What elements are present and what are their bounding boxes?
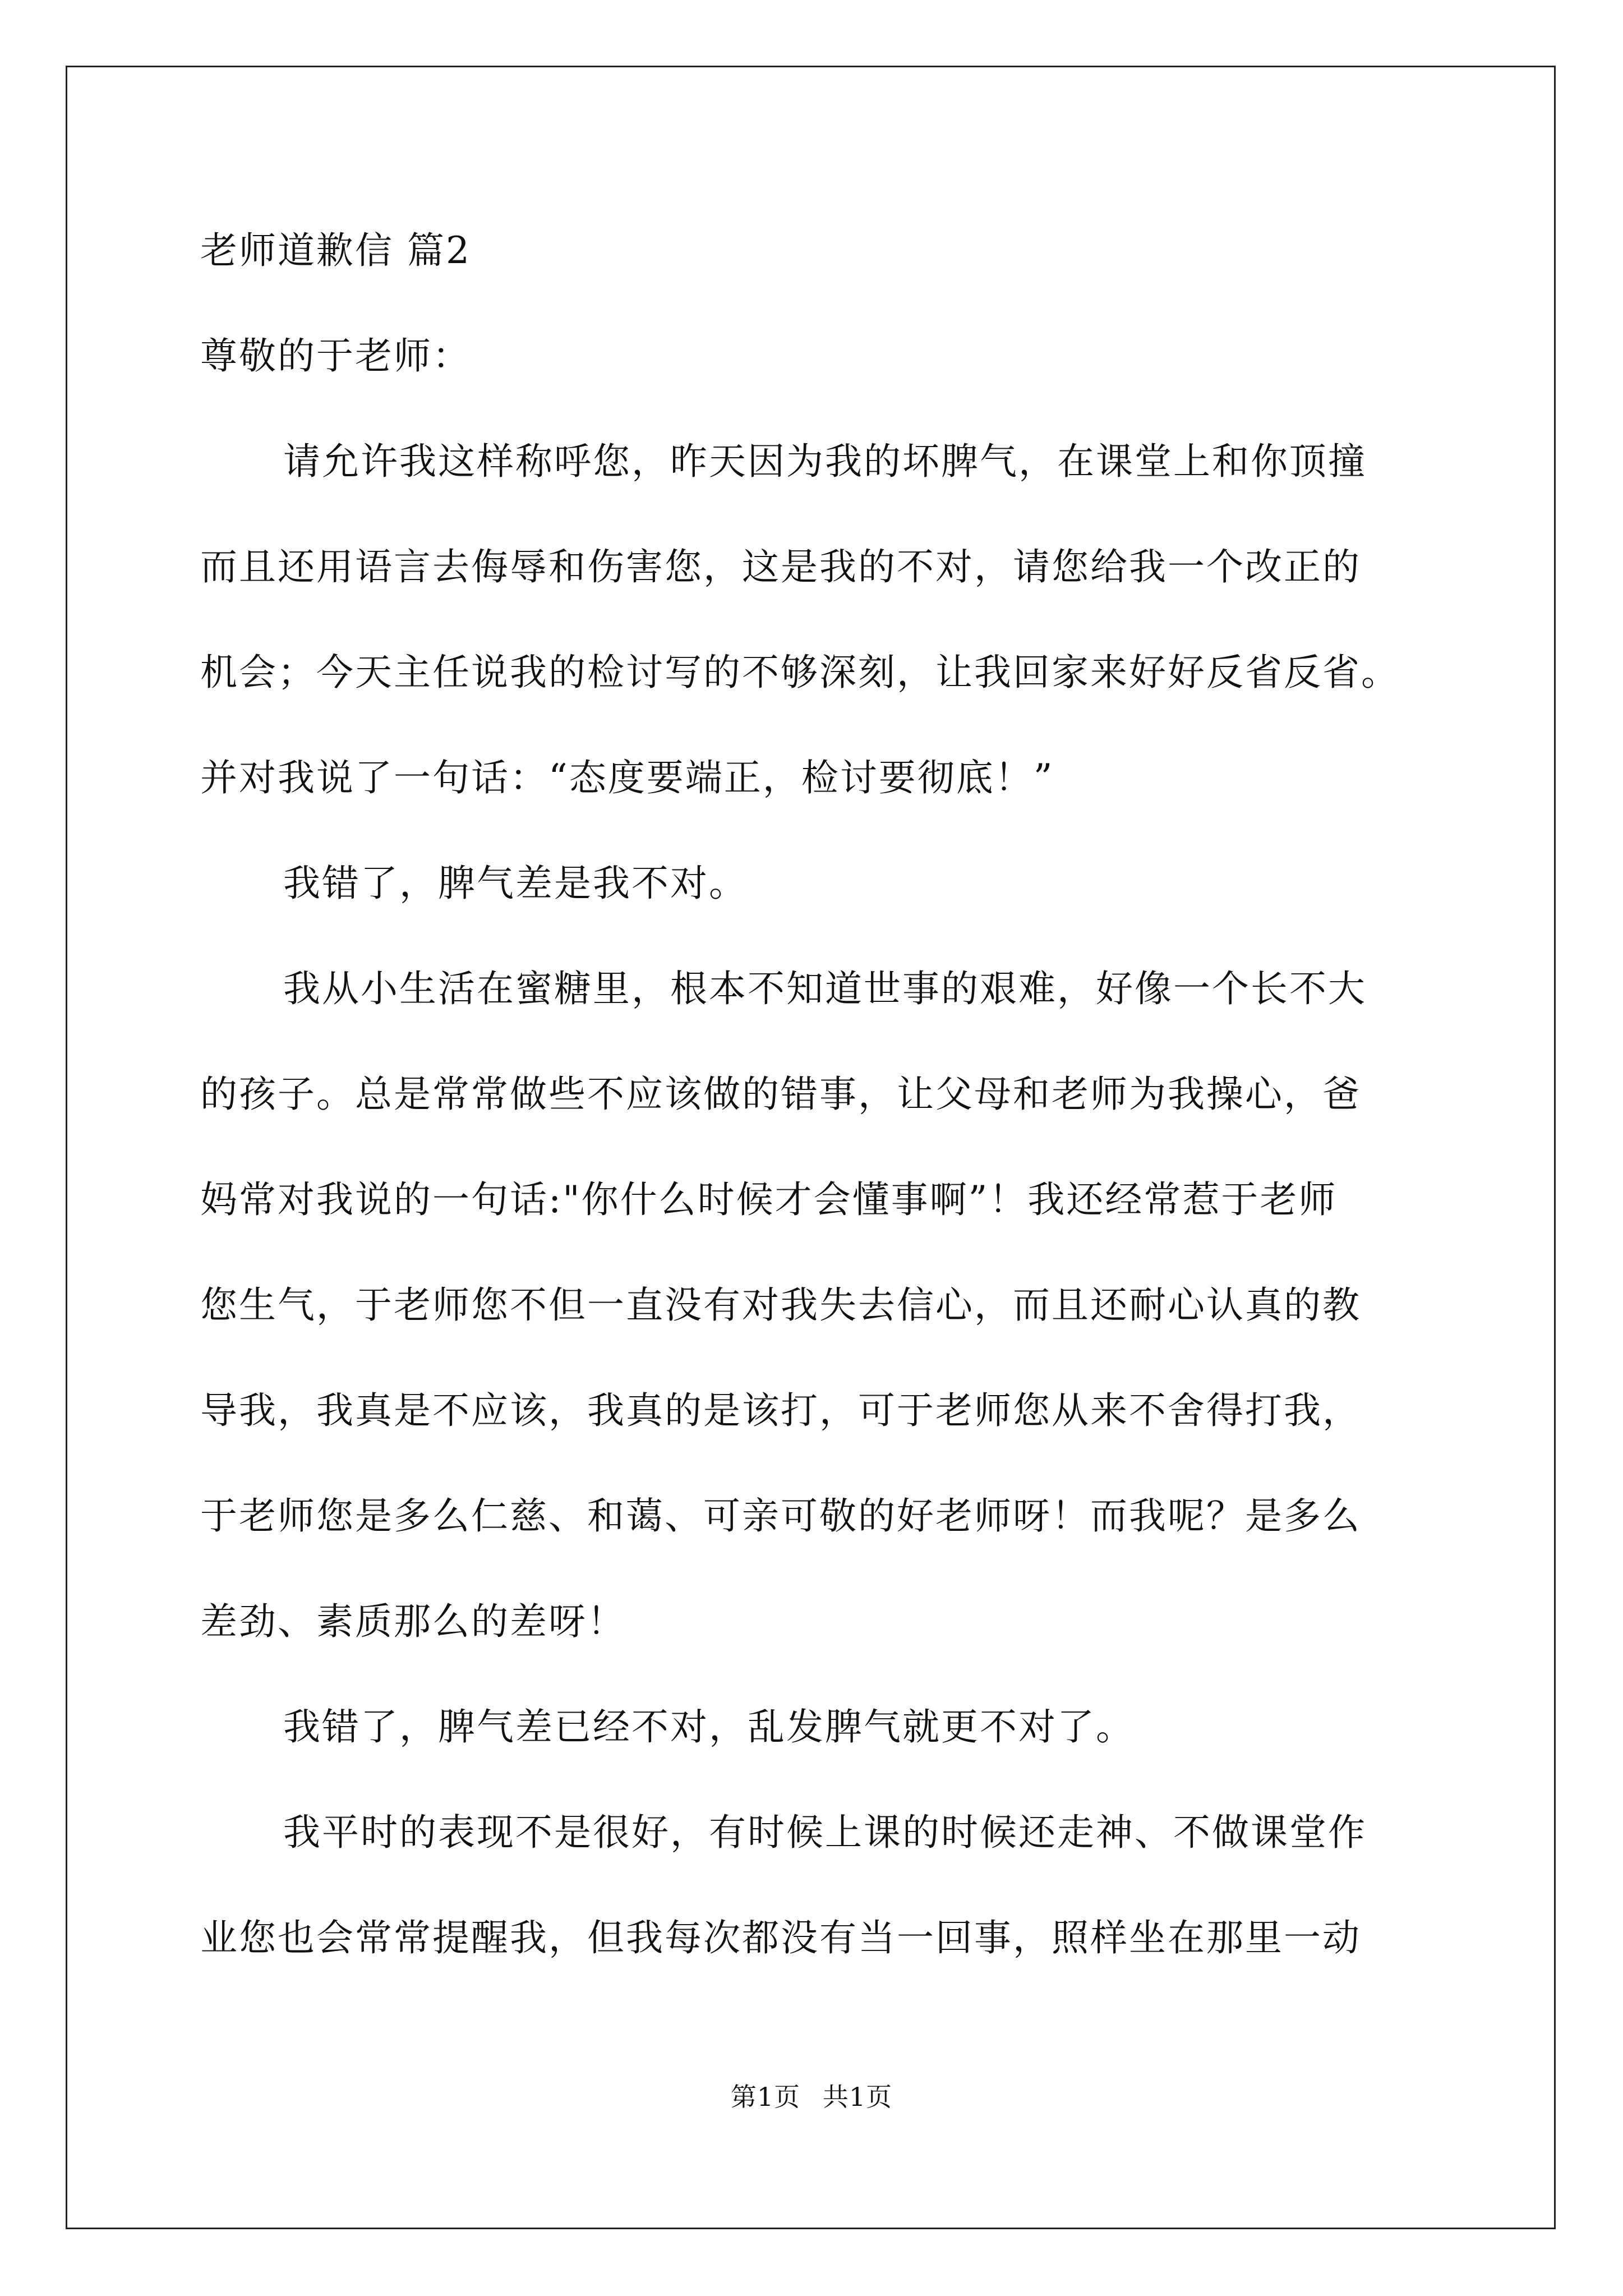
paragraph-line: 妈常对我说的一句话:"你什么时候才会懂事啊”！我还经常惹于老师 bbox=[200, 1178, 1338, 1221]
paragraph-line: 差劲、素质那么的差呀！ bbox=[200, 1600, 626, 1643]
paragraph-line: 而且还用语言去侮辱和伤害您，这是我的不对，请您给我一个改正的 bbox=[200, 545, 1361, 588]
paragraph-line: 我平时的表现不是很好，有时候上课的时候还走神、不做课堂作 bbox=[283, 1811, 1367, 1854]
paragraph-line: 于老师您是多么仁慈、和蔼、可亲可敬的好老师呀！而我呢？是多么 bbox=[200, 1494, 1361, 1538]
paragraph-line: 我错了，脾气差已经不对，乱发脾气就更不对了。 bbox=[283, 1705, 1135, 1749]
paragraph-line: 导我，我真是不应该，我真的是该打，可于老师您从来不舍得打我， bbox=[200, 1389, 1361, 1432]
paragraph-line: 并对我说了一句话：“态度要端正，检讨要彻底！” bbox=[200, 756, 1054, 799]
letter-title: 老师道歉信 篇2 bbox=[200, 229, 471, 272]
letter-body bbox=[200, 224, 1434, 1964]
page-footer bbox=[0, 2080, 1623, 2114]
paragraph-line: 请允许我这样称呼您，昨天因为我的坏脾气，在课堂上和你顶撞 bbox=[283, 440, 1367, 483]
paragraph-line: 我从小生活在蜜糖里，根本不知道世事的艰难，好像一个长不大 bbox=[283, 967, 1367, 1010]
paragraph-line: 我错了，脾气差是我不对。 bbox=[283, 862, 748, 905]
paragraph-line: 您生气，于老师您不但一直没有对我失去信心，而且还耐心认真的教 bbox=[200, 1283, 1361, 1327]
paragraph-line: 的孩子。总是常常做些不应该做的错事，让父母和老师为我操心，爸 bbox=[200, 1073, 1361, 1116]
salutation: 尊敬的于老师： bbox=[200, 334, 471, 378]
page-total: 共1页 bbox=[822, 2082, 893, 2112]
paragraph-line: 机会；今天主任说我的检讨写的不够深刻，让我回家来好好反省反省。 bbox=[200, 651, 1400, 694]
paragraph-line: 业您也会常常提醒我，但我每次都没有当一回事，照样坐在那里一动 bbox=[200, 1916, 1361, 1959]
page-number: 第1页 bbox=[730, 2082, 801, 2112]
